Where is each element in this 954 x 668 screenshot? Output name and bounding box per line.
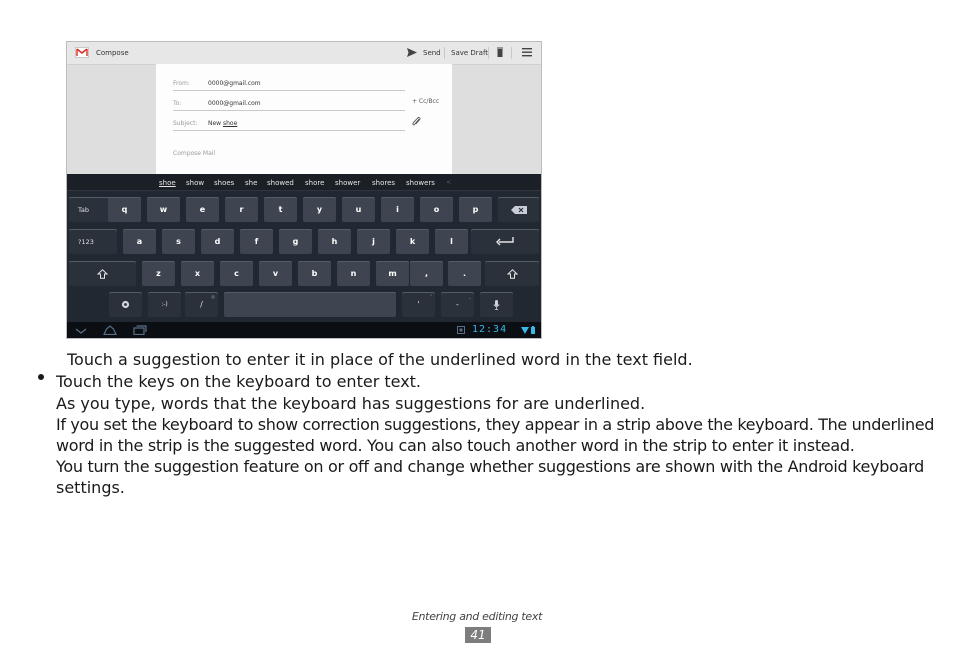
divider	[444, 47, 445, 59]
subject-value	[208, 120, 237, 127]
shift-key-left[interactable]	[69, 261, 136, 286]
divider	[511, 47, 512, 59]
suggestion-strip	[67, 174, 541, 191]
suggestion-word[interactable]: shoes	[214, 179, 235, 187]
key-k[interactable]: k	[396, 229, 429, 254]
key-t[interactable]: t	[264, 197, 297, 222]
underlined-word: shoe	[223, 120, 238, 127]
key-z[interactable]: z	[142, 261, 175, 286]
clock: 12:34	[472, 324, 508, 335]
paragraph-line: You turn the suggestion feature on or off and change whether suggestions are shown with the Android keyboard	[56, 457, 924, 476]
recent-apps-icon[interactable]	[133, 325, 147, 335]
key-d[interactable]: d	[201, 229, 234, 254]
soft-keyboard	[67, 174, 541, 338]
key-y[interactable]: y	[303, 197, 336, 222]
action-bar	[67, 42, 541, 65]
bullet-text: Touch the keys on the keyboard to enter text.	[56, 372, 422, 391]
symbols-key[interactable]: ?123	[69, 229, 117, 254]
compose-form	[156, 64, 452, 176]
save-draft-button[interactable]: Save Draft	[451, 49, 489, 57]
paragraph-line: As you type, words that the keyboard has suggestions for are underlined.	[56, 394, 646, 413]
enter-key[interactable]	[471, 229, 539, 254]
tab-key[interactable]: Tab	[69, 197, 111, 222]
key-l[interactable]: l	[435, 229, 468, 254]
key-c[interactable]: c	[220, 261, 253, 286]
apostrophe-label: '	[417, 300, 420, 309]
instruction-line: Touch a suggestion to enter it in place of the underlined word in the text field.	[67, 350, 693, 369]
tablet-screenshot	[67, 42, 541, 338]
attachment-icon[interactable]	[412, 117, 421, 127]
backspace-key[interactable]	[498, 197, 539, 222]
send-button[interactable]: Send	[423, 49, 441, 57]
key-m[interactable]: m	[376, 261, 409, 286]
compose-body-placeholder[interactable]: Compose Mail	[173, 150, 216, 157]
to-label: To:	[173, 100, 182, 107]
dash-label: -	[456, 300, 459, 309]
key-g[interactable]: g	[279, 229, 312, 254]
to-value: 0000@gmail.com	[208, 100, 261, 107]
key-q[interactable]: q	[108, 197, 141, 222]
key-period[interactable]: .	[448, 261, 481, 286]
key-o[interactable]: o	[420, 197, 453, 222]
to-field[interactable]	[173, 98, 405, 111]
space-key[interactable]	[224, 292, 396, 317]
underscore-hint: _	[469, 294, 471, 299]
suggestion-word[interactable]: shores	[372, 179, 396, 187]
notification-icon[interactable]	[457, 326, 465, 334]
suggestion-word[interactable]: she	[245, 179, 258, 187]
trash-icon[interactable]	[497, 47, 503, 57]
voice-key[interactable]	[480, 292, 513, 317]
suggestion-word[interactable]: shore	[305, 179, 325, 187]
microphone-icon	[493, 300, 500, 310]
suggestion-word[interactable]: shoe	[159, 179, 176, 187]
menu-icon[interactable]	[522, 48, 532, 57]
smiley-key[interactable]: :-)	[148, 292, 181, 317]
at-hint: @	[211, 294, 215, 299]
shift-icon	[97, 269, 108, 279]
gear-icon	[121, 300, 130, 309]
system-bar	[67, 322, 541, 338]
backspace-icon	[511, 206, 527, 214]
key-w[interactable]: w	[147, 197, 180, 222]
subject-label: Subject:	[173, 120, 198, 127]
wifi-icon	[521, 326, 529, 334]
subject-text: New	[208, 120, 223, 127]
key-s[interactable]: s	[162, 229, 195, 254]
enter-icon	[496, 237, 514, 246]
subject-field[interactable]	[173, 118, 405, 131]
key-x[interactable]: x	[181, 261, 214, 286]
screen-title: Compose	[96, 49, 129, 57]
bullet-dot	[38, 374, 44, 380]
slash-label: /	[200, 300, 203, 309]
gmail-icon[interactable]	[75, 47, 89, 58]
key-h[interactable]: h	[318, 229, 351, 254]
key-n[interactable]: n	[337, 261, 370, 286]
key-comma[interactable]: ,	[410, 261, 443, 286]
key-p[interactable]: p	[459, 197, 492, 222]
key-b[interactable]: b	[298, 261, 331, 286]
settings-key[interactable]	[109, 292, 142, 317]
key-i[interactable]: i	[381, 197, 414, 222]
key-f[interactable]: f	[240, 229, 273, 254]
slash-key[interactable]	[185, 292, 218, 317]
key-j[interactable]: j	[357, 229, 390, 254]
from-value: 0000@gmail.com	[208, 80, 261, 87]
paragraph-line: settings.	[56, 478, 125, 497]
send-icon[interactable]	[406, 47, 418, 58]
divider	[488, 47, 489, 59]
key-v[interactable]: v	[259, 261, 292, 286]
suggestion-word[interactable]: show	[186, 179, 205, 187]
paragraph-line: If you set the keyboard to show correction suggestions, they appear in a strip above the keyboard. The underlined	[56, 415, 935, 434]
battery-icon	[531, 326, 535, 334]
cc-bcc-button[interactable]: + Cc/Bcc	[412, 98, 440, 105]
apostrophe-key[interactable]	[402, 292, 435, 317]
shift-key-right[interactable]	[485, 261, 539, 286]
suggestion-word[interactable]: shower	[335, 179, 361, 187]
section-footer: Entering and editing text	[411, 610, 543, 623]
paragraph-line: word in the strip is the suggested word. You can also touch another word in the strip to enter it instead.	[56, 436, 855, 455]
shift-icon	[507, 269, 518, 279]
key-a[interactable]: a	[123, 229, 156, 254]
key-u[interactable]: u	[342, 197, 375, 222]
dash-key[interactable]	[441, 292, 474, 317]
from-field[interactable]	[173, 78, 405, 91]
key-e[interactable]: e	[186, 197, 219, 222]
quote-hint: "	[430, 294, 432, 299]
suggestion-word[interactable]: showers	[406, 179, 435, 187]
back-icon[interactable]	[75, 328, 87, 334]
suggestion-word[interactable]: showed	[267, 179, 294, 187]
key-r[interactable]: r	[225, 197, 258, 222]
chevron-left-icon[interactable]: <	[446, 179, 452, 186]
from-label: From:	[173, 80, 190, 87]
page-number: 41	[465, 627, 491, 643]
home-icon[interactable]	[103, 325, 117, 335]
